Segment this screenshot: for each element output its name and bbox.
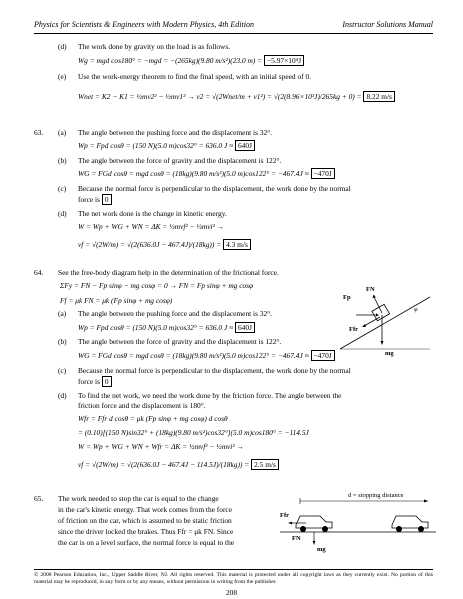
p62-e-label: (e) — [58, 72, 67, 81]
p62-e-equation: Wnet = K2 − K1 = ½mv2² − ½mv1² → v2 = √(2Wnet/m + v1²) = √(2(8.96×10³J)/265kg + 0) = 8.22 m/s — [78, 92, 395, 101]
p63-b-answer: −470J — [311, 168, 335, 179]
header-book-title: Physics for Scientists & Engineers with Modern Physics, 4th Edition — [34, 20, 254, 29]
header-rule — [34, 33, 433, 34]
p63-b-text: The angle between the force of gravity and the displacement is 122°. — [78, 156, 282, 165]
p64-equation-1: ΣFy = FN − Fp sinφ − mg cosφ = 0 → FN = Fp sinφ + mg cosφ — [60, 281, 254, 290]
label-fn: FN — [292, 535, 301, 542]
crate-block — [372, 304, 390, 321]
p63-c-text2: force is 0 — [78, 195, 112, 204]
label-ffr: Ffr — [349, 326, 359, 333]
p65-line-3: of friction on the car, which is assumed to be static friction — [58, 516, 232, 525]
car-stopped-rear-wheel — [396, 526, 402, 532]
friction-arrowhead — [288, 522, 292, 525]
p64-d-equation-4: vf = √(2W/m) = √(2(636.0J − 467.4J − 114.5J)/(18kg)) = 2.5 m/s — [78, 460, 279, 469]
p63-d-equation-1: W = Wp + WG + WN = ΔK = ½mvf² − ½mvi² → — [78, 222, 225, 231]
p64-d-equation-1: Wfr = Ffr d cosθ = μk (Fp sinφ + mg cosφ) d cosθ — [78, 414, 228, 423]
p63-a-text: The angle between the pushing force and the displacement is 32°. — [78, 128, 273, 137]
p64-a-answer: 640J — [235, 322, 255, 333]
car-start — [296, 516, 332, 528]
p64-c-text2: force is 0 — [78, 377, 112, 386]
p63-b-label: (b) — [58, 156, 67, 165]
p65-line-4: since the driver locked the brakes. Thus Ffr = μk FN. Since — [58, 527, 234, 536]
distance-arrowhead — [424, 500, 428, 503]
p63-a-equation: Wp = Fpd cosθ = (150 N)(5.0 m)cos32° = 636.0 J ≈ 640J — [78, 141, 255, 150]
p63-d-text: The net work done is the change in kinetic energy. — [78, 209, 227, 218]
gravity-arrowhead — [313, 541, 316, 545]
p62-d-text: The work done by gravity on the load is as follows. — [78, 42, 231, 51]
p64-b-equation: WG = FGd cosθ = mgd cosθ = (18kg)(9.80 m/s²)(5.0 m)cos122° = −467.4J ≈ −470J — [78, 351, 335, 360]
p63-d-answer: 4.3 m/s — [223, 239, 251, 250]
p65-line-2: in the car's kinetic energy. That work comes from the force — [58, 505, 232, 514]
friction-force-arrow — [364, 317, 380, 326]
p64-c-label: (c) — [58, 366, 67, 375]
p62-e-text: Use the work-energy theorem to find the final speed, with an initial speed of 0. — [78, 72, 312, 81]
p62-d-equation: Wg = mgd cos180° = −mgd = −(265kg)(9.80 m/s²)(23.0 m) = −5.97×10⁴J — [78, 56, 304, 65]
p64-d-label: (d) — [58, 391, 67, 400]
p63-a-label: (a) — [58, 128, 67, 137]
car-start-rear-wheel — [300, 526, 306, 532]
label-stopping-distance: d = stopping distance — [348, 492, 404, 499]
label-mg: mg — [385, 350, 394, 357]
p64-b-text: The angle between the force of gravity and the displacement is 122°. — [78, 337, 282, 346]
p64-a-equation: Wp = Fpd cosθ = (150 N)(5.0 m)cos32° = 636.0 J ≈ 640J — [78, 323, 255, 332]
gravity-arrowhead — [381, 341, 384, 345]
incline-surface — [340, 297, 430, 349]
p65-line-5: the car is on a level surface, the normal force is equal to the — [58, 538, 235, 547]
p63-a-answer: 640J — [235, 140, 255, 151]
label-ffr: Ffr — [280, 512, 290, 519]
p64-equation-2: Ff = μk FN = μk (Fp sinφ + mg cosφ) — [60, 296, 173, 305]
p63-c-text: Because the normal force is perpendicular to the displacement, the work done by the normal — [78, 184, 351, 193]
p63-d-equation-2: vf = √(2W/m) = √(2(636.0J − 467.4J)/(18kg)) = 4.3 m/s — [78, 240, 251, 249]
p64-c-answer: 0 — [102, 376, 112, 387]
p63-c-answer: 0 — [102, 194, 112, 205]
p64-b-label: (b) — [58, 337, 67, 346]
incline-free-body-diagram — [336, 277, 434, 357]
label-fp: Fp — [343, 294, 351, 301]
label-phi: φ — [414, 306, 418, 313]
car-start-front-wheel — [322, 526, 328, 532]
p63-d-label: (d) — [58, 209, 67, 218]
p62-d-answer: −5.97×10⁴J — [264, 55, 304, 66]
friction-arrowhead — [362, 324, 366, 327]
p64-d-text-1: To find the net work, we need the work done by the friction force. The angle between the — [78, 391, 342, 400]
car-stopped — [392, 516, 428, 528]
car-stopped-front-wheel — [418, 526, 424, 532]
p63-number: 63. — [34, 128, 44, 137]
page-header — [34, 20, 433, 32]
p65-line-1: The work needed to stop the car is equal to the change — [58, 494, 219, 503]
p64-number: 64. — [34, 268, 44, 277]
normal-arrowhead — [373, 295, 376, 299]
p64-a-text: The angle between the pushing force and the displacement is 32°. — [78, 309, 273, 318]
p63-b-equation: WG = FGd cosθ = mgd cosθ = (18kg)(9.80 m/s²)(5.0 m)cos122° = −467.4J ≈ −470J — [78, 169, 335, 178]
p62-d-label: (d) — [58, 42, 67, 51]
header-manual-title: Instructor Solutions Manual — [342, 20, 433, 29]
p62-e-answer: 8.22 m/s — [363, 91, 394, 102]
p63-c-label: (c) — [58, 184, 67, 193]
page-number: 208 — [225, 588, 238, 597]
copyright-footer: © 2008 Pearson Education, Inc., Upper Saddle River, NJ. All rights reserved. This material is protected under all copyright laws as they currently exist. No portion of this material may be reproduced, in any form or by any means, without permission in writing from the publisher. — [34, 572, 433, 585]
stopping-distance-diagram — [278, 489, 438, 555]
label-mg: mg — [317, 546, 326, 553]
label-fn: FN — [366, 286, 375, 293]
p64-c-text: Because the normal force is perpendicular to the displacement, the work done by the normal — [78, 366, 351, 375]
p64-d-equation-2: = (0.10)[(150 N)sin32° + (18kg)(9.80 m/s²)cos32°](5.0 m)cos180° = −114.5J — [78, 428, 309, 437]
p65-number: 65. — [34, 494, 44, 503]
footer-rule — [34, 569, 433, 570]
p64-b-answer: −470J — [311, 350, 335, 361]
p64-intro: See the free-body diagram help in the determination of the frictional force. — [58, 268, 279, 277]
p64-a-label: (a) — [58, 309, 67, 318]
p64-d-answer: 2.5 m/s — [251, 459, 279, 470]
p64-d-equation-3: W = Wp + WG + WN + Wfr = ΔK = ½mvf² − ½mvi² → — [78, 442, 244, 451]
p64-d-text-2: friction force and the displacement is 180°. — [78, 401, 206, 410]
